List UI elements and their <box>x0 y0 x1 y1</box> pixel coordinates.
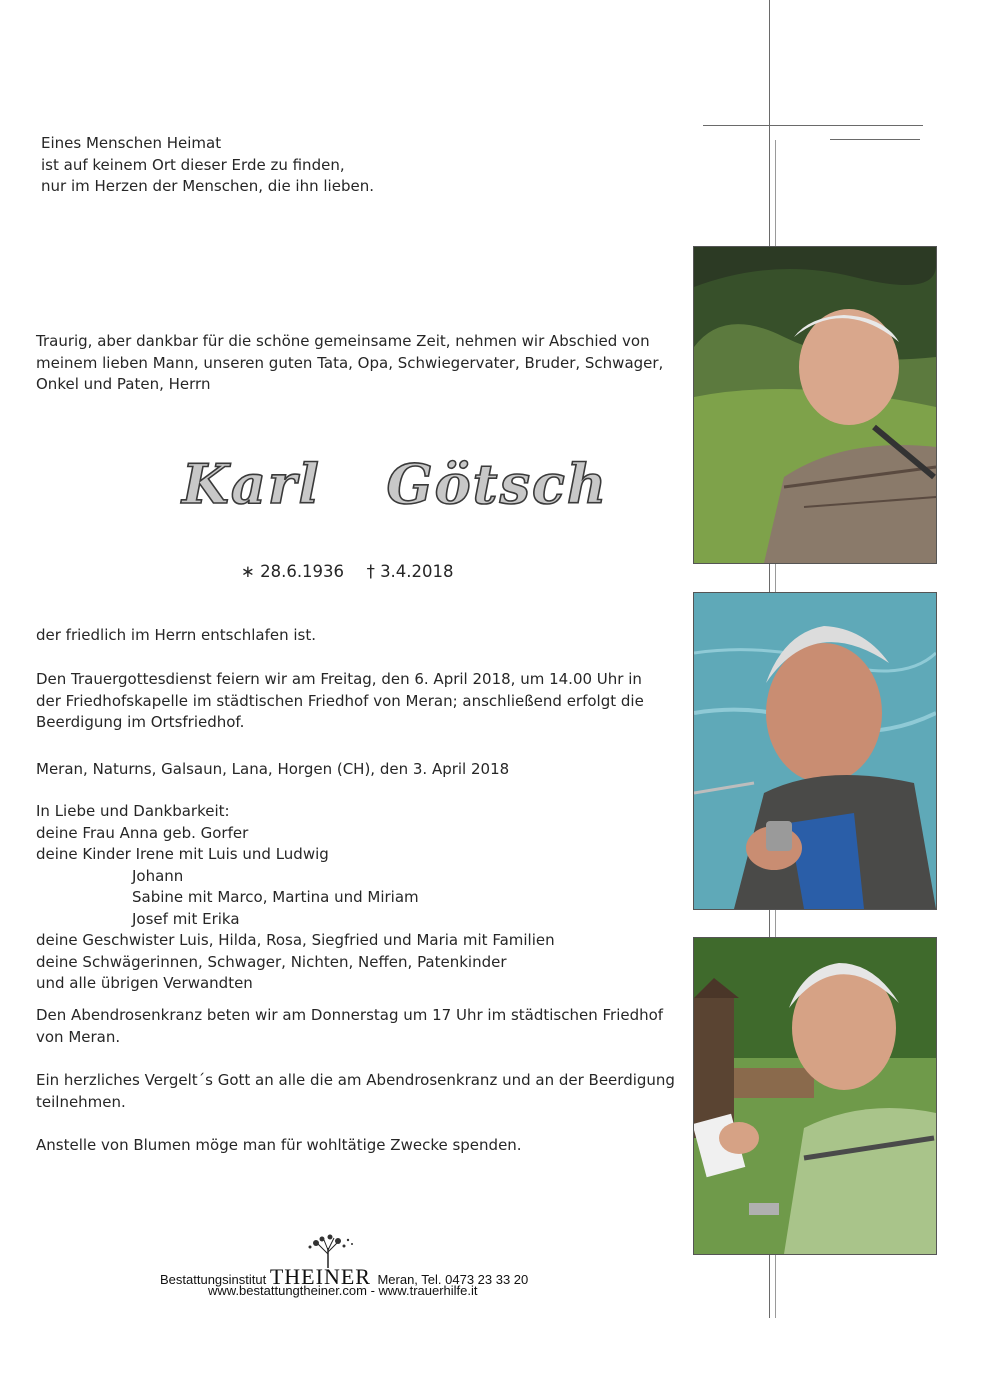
passed-text <box>36 625 316 647</box>
mourner-line: deine Schwägerinnen, Schwager, Nichten, Neffen, Patenkinder <box>36 952 507 971</box>
thanks-text <box>36 1070 675 1113</box>
birth-star-icon: ∗ <box>241 562 255 581</box>
mourners-list <box>36 801 555 995</box>
motto-line: nur im Herzen der Menschen, die ihn lieben. <box>41 177 374 195</box>
intro-text <box>36 331 663 396</box>
mourner-line: Sabine mit Marco, Martina und Miriam <box>132 888 419 906</box>
footer-contact: Meran, Tel. 0473 23 33 20 <box>377 1272 529 1287</box>
footer-web[interactable] <box>208 1283 478 1298</box>
footer-web-text[interactable]: www.bestattungtheiner.com - www.trauerhilfe.it <box>208 1283 478 1298</box>
mourner-line: In Liebe und Dankbarkeit: <box>36 802 230 820</box>
deceased-first-name: Karl <box>182 452 321 516</box>
mourner-line: deine Geschwister Luis, Hilda, Rosa, Siegfried und Maria mit Familien <box>36 931 555 949</box>
service-line: Beerdigung im Ortsfriedhof. <box>36 713 245 731</box>
photo-3-image <box>694 938 936 1254</box>
service-text <box>36 669 644 734</box>
death-cross-icon: † <box>366 562 375 581</box>
photo-3 <box>693 937 937 1255</box>
donation-line: Anstelle von Blumen möge man für wohltätige Zwecke spenden. <box>36 1136 522 1154</box>
donation-text <box>36 1135 522 1157</box>
cross-horizontal-line <box>703 125 923 126</box>
rosary-text <box>36 1005 663 1048</box>
footer-brand-text: THEINER <box>269 1264 371 1289</box>
photo-1 <box>693 246 937 564</box>
service-line: Den Trauergottesdienst feiern wir am Freitag, den 6. April 2018, um 14.00 Uhr in <box>36 670 642 688</box>
motto-verse <box>41 133 374 198</box>
mourner-line: Johann <box>132 866 184 885</box>
photo-2-image <box>694 593 936 909</box>
mourner-line: deine Kinder Irene mit Luis und Ludwig <box>36 845 329 863</box>
thanks-line: Ein herzliches Vergelt´s Gott an alle die am Abendrosenkranz und an der Beerdigung <box>36 1071 675 1089</box>
mourner-line: deine Frau Anna geb. Gorfer <box>36 823 249 842</box>
footer-prefix: Bestattungsinstitut <box>160 1272 267 1287</box>
passed-line: der friedlich im Herrn entschlafen ist. <box>36 626 317 644</box>
thanks-line: teilnehmen. <box>36 1092 126 1111</box>
tree-logo-icon <box>298 1234 358 1268</box>
place-date <box>36 759 509 781</box>
photo-2 <box>693 592 937 910</box>
photo-1-image <box>694 247 936 563</box>
rosary-line: Den Abendrosenkranz beten wir am Donnerstag um 17 Uhr im städtischen Friedhof <box>36 1006 664 1024</box>
deceased-name <box>182 452 608 516</box>
life-dates <box>241 562 454 581</box>
service-line: der Friedhofskapelle im städtischen Friedhof von Meran; anschließend erfolgt die <box>36 691 644 710</box>
intro-line: Traurig, aber dankbar für die schöne gemeinsame Zeit, nehmen wir Abschied von <box>36 332 650 350</box>
intro-line: Onkel und Paten, Herrn <box>36 375 211 393</box>
death-date: 3.4.2018 <box>380 562 454 581</box>
cross-horizontal-line-short <box>830 139 920 140</box>
mourner-line: Josef mit Erika <box>132 909 240 928</box>
motto-line: ist auf keinem Ort dieser Erde zu finden, <box>41 155 345 174</box>
mourner-line: und alle übrigen Verwandten <box>36 974 253 992</box>
motto-line: Eines Menschen Heimat <box>41 134 222 152</box>
place-date-line: Meran, Naturns, Galsaun, Lana, Horgen (CH), den 3. April 2018 <box>36 760 510 778</box>
deceased-last-name: Götsch <box>386 452 609 516</box>
rosary-line: von Meran. <box>36 1027 121 1046</box>
birth-date: 28.6.1936 <box>260 562 345 581</box>
intro-line: meinem lieben Mann, unseren guten Tata, Opa, Schwiegervater, Bruder, Schwager, <box>36 353 664 372</box>
